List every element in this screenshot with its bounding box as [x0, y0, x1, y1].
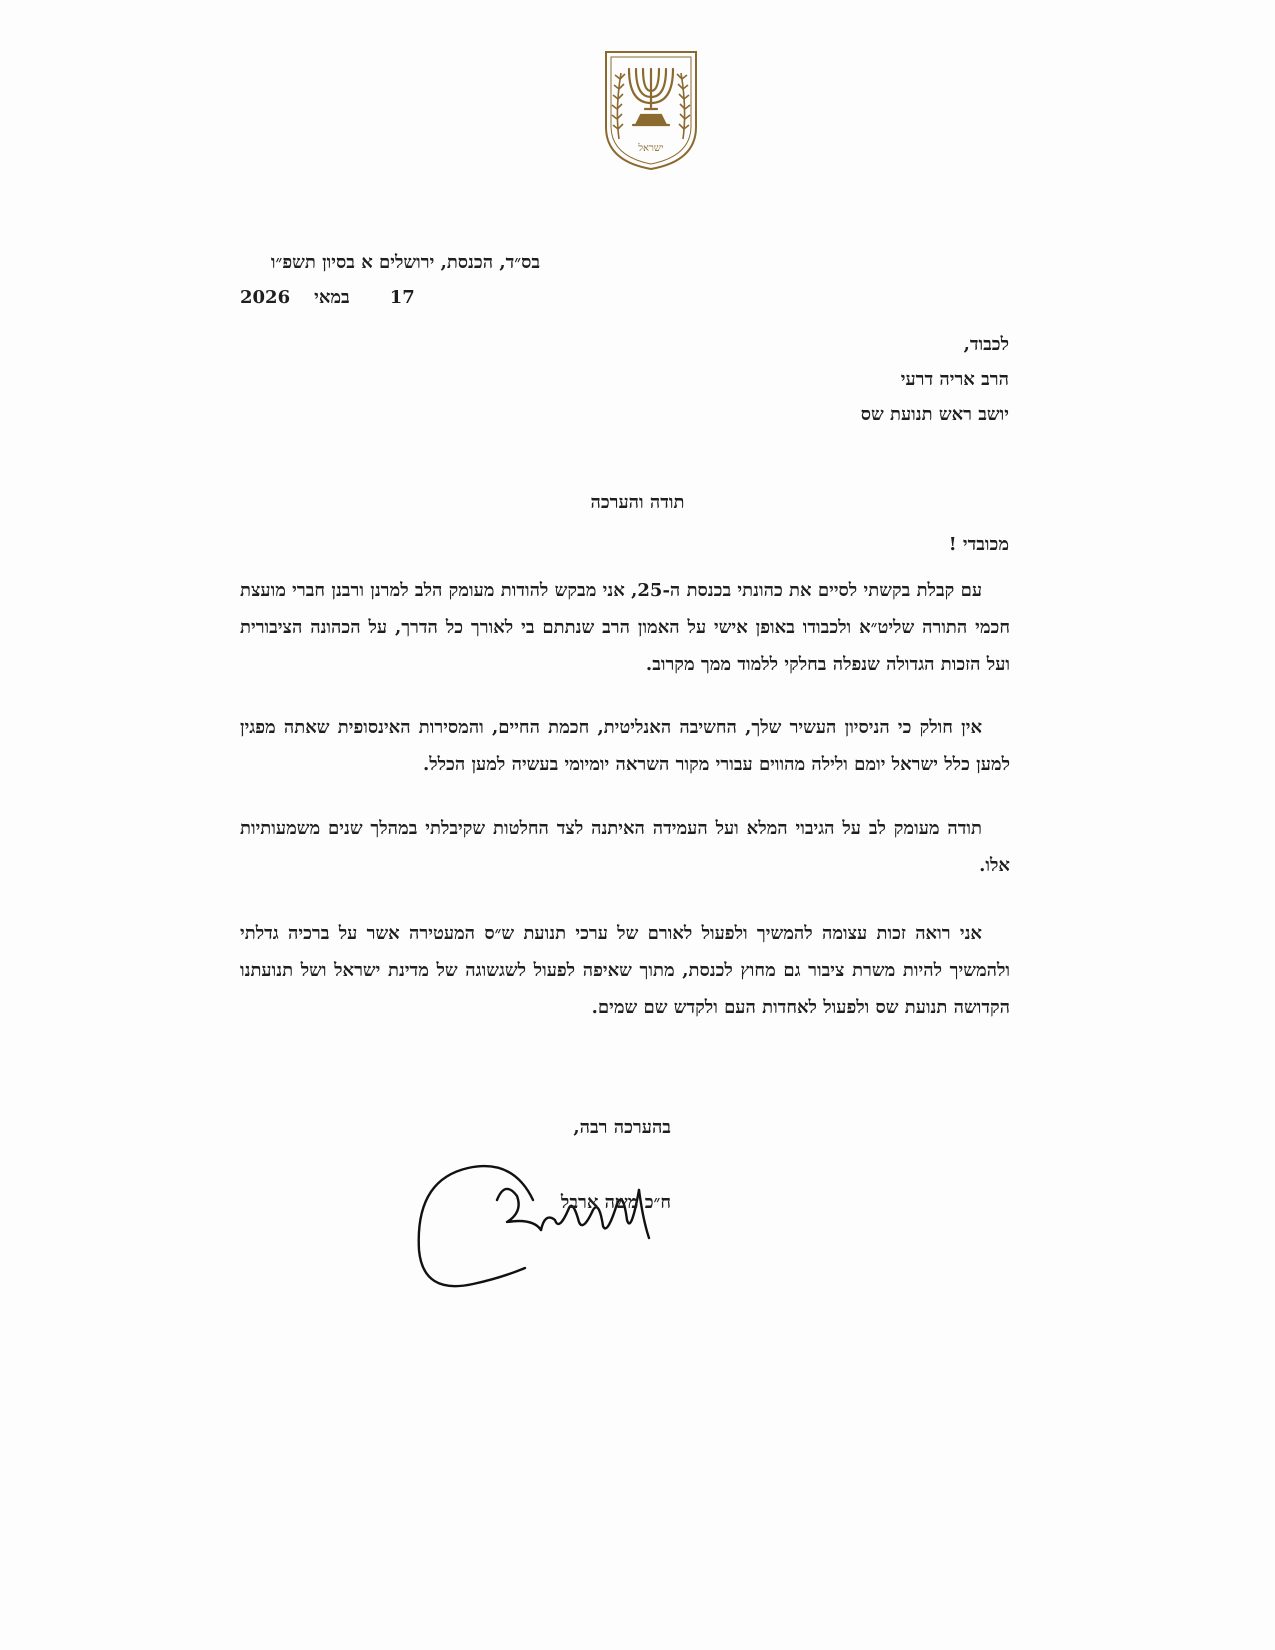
recipient-title: יושב ראש תנועת שס [860, 404, 1009, 425]
date-day: 17 [389, 287, 415, 308]
signer-name: ח״כ משה ארבל [560, 1192, 671, 1213]
letter-subject: תודה והערכה [590, 492, 685, 513]
date-year: 2026 [240, 287, 291, 308]
date-month: במאי [314, 287, 350, 308]
emblem-inscription: ישראל [638, 143, 664, 154]
body-paragraph: אני רואה זכות עצומה להמשיך ולפעול לאורם של ערכי תנועת ש״ס המעטירה אשר על ברכיה גדלתי ולהמשיך להיות משרת ציבור גם מחוץ לכנסת, מתוך שאיפה לפעול לשגשוגה של מדינת ישראל ושל תנועתנו הקדושה תנועת שס ולפעול לאחדות העם ולקדש שם שמים. [240, 923, 1010, 1018]
menorah-emblem-icon [603, 49, 699, 171]
body-paragraph: תודה מעומק לב על הגיבוי המלא ועל העמידה האיתנה לצד החלטות שקיבלתי במהלך שנים משמעותיות אלו. [240, 818, 1010, 876]
closing-regards: בהערכה רבה, [573, 1117, 671, 1138]
salutation: מכובדי ! [948, 534, 1009, 555]
recipient-honorific: לכבוד, [963, 334, 1009, 355]
recipient-name: הרב אריה דרעי [900, 369, 1009, 390]
handwritten-signature [413, 1160, 683, 1300]
body-paragraph: עם קבלת בקשתי לסיים את כהונתי בכנסת ה-25, אני מבקש להודות מעומק הלב למרנן ורבנן חברי מועצת חכמי התורה שליט״א ולכבודו באופן אישי על האמון הרב שנתתם בי לאורך כל הדרך, על הכהונה הציבורית ועל הזכות הגדולה שנפלה בחלקי ללמוד ממך מקרוב. [240, 580, 1010, 675]
gregorian-date [240, 287, 415, 308]
body-paragraph: אין חולק כי הניסיון העשיר שלך, החשיבה האנליטית, חכמת החיים, והמסירות האינסופית שאתה מפגין למען כלל ישראל יומם ולילה מהווים עבורי מקור השראה יומיומי בעשיה למען הכלל. [240, 717, 1010, 775]
hebrew-dateline: בס״ד, הכנסת, ירושלים א בסיון תשפ״ו [270, 252, 540, 273]
